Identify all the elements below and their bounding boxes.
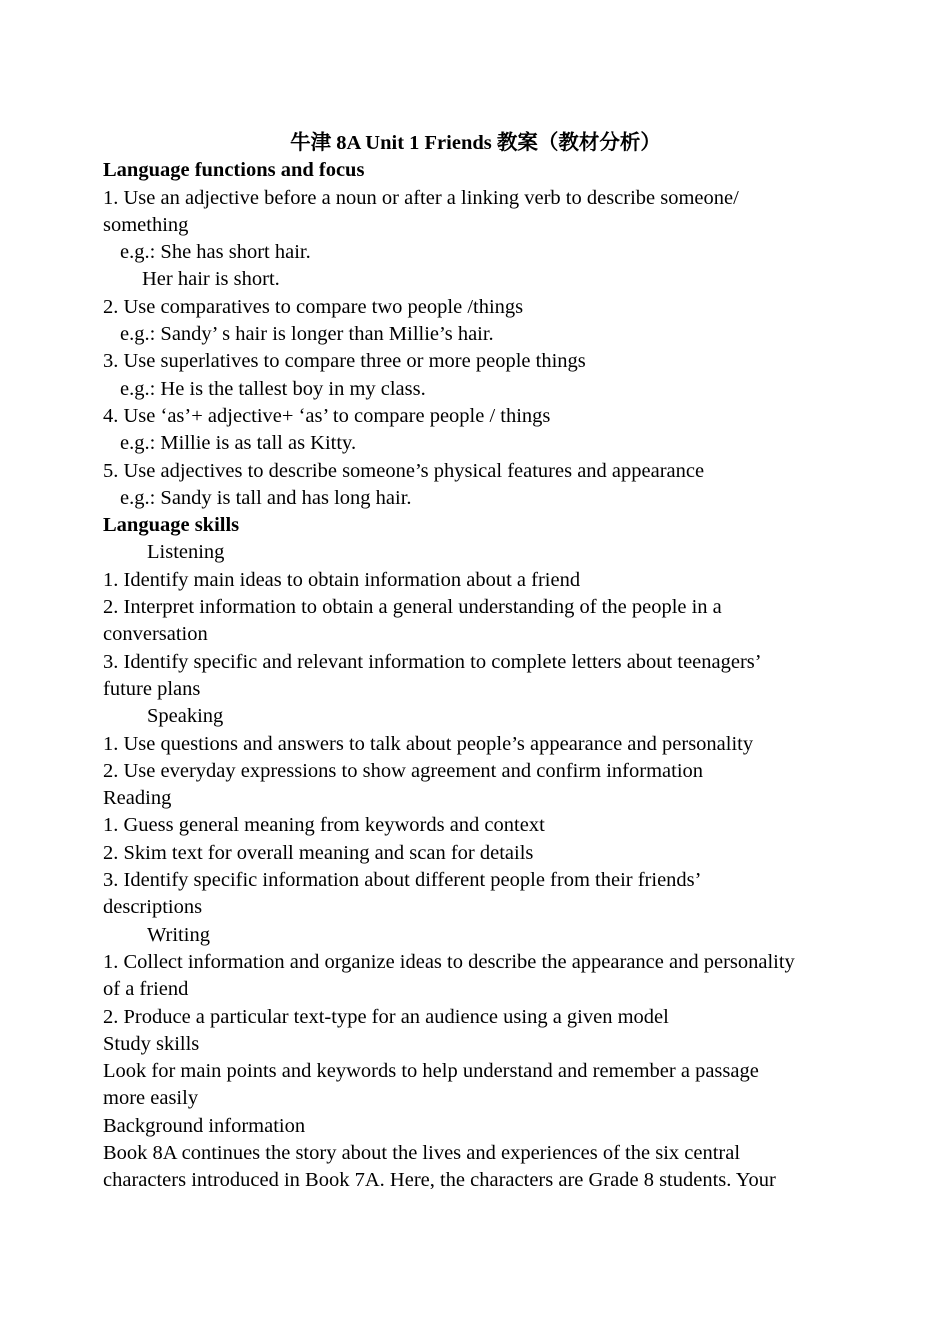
- example-line: e.g.: Millie is as tall as Kitty.: [120, 432, 357, 455]
- example-line: e.g.: She has short hair.: [120, 241, 311, 264]
- document-body: [103, 130, 848, 1195]
- text-line: characters introduced in Book 7A. Here, the characters are Grade 8 students. Your: [103, 1169, 776, 1192]
- example-line: Her hair is short.: [142, 268, 280, 291]
- subheading-listening: Listening: [147, 541, 225, 564]
- example-line: e.g.: Sandy is tall and has long hair.: [120, 486, 412, 509]
- text-line: 4. Use ‘as’+ adjective+ ‘as’ to compare people / things: [103, 404, 551, 427]
- text-line: 2. Skim text for overall meaning and scan for details: [103, 841, 534, 864]
- heading-language-functions: Language functions and focus: [103, 159, 365, 182]
- subheading-reading: Reading: [103, 787, 172, 810]
- text-line: 2. Use everyday expressions to show agreement and confirm information: [103, 759, 704, 782]
- text-line: 1. Identify main ideas to obtain information about a friend: [103, 568, 581, 591]
- text-line: Look for main points and keywords to help understand and remember a passage: [103, 1060, 759, 1083]
- text-line: of a friend: [103, 978, 189, 1001]
- text-line: 1. Use an adjective before a noun or after a linking verb to describe someone/: [103, 186, 739, 209]
- subheading-background: Background information: [103, 1114, 306, 1137]
- text-line: 2. Produce a particular text-type for an audience using a given model: [103, 1005, 669, 1028]
- text-line: 3. Use superlatives to compare three or more people things: [103, 350, 586, 373]
- text-line: descriptions: [103, 896, 203, 919]
- example-line: e.g.: He is the tallest boy in my class.: [120, 377, 426, 400]
- text-line: something: [103, 213, 189, 236]
- subheading-study-skills: Study skills: [103, 1032, 200, 1055]
- document-title: 牛津 8A Unit 1 Friends 教案（教材分析）: [290, 132, 661, 154]
- text-line: 1. Use questions and answers to talk about people’s appearance and personality: [103, 732, 754, 755]
- heading-language-skills: Language skills: [103, 514, 240, 537]
- text-line: 3. Identify specific information about different people from their friends’: [103, 869, 702, 892]
- subheading-speaking: Speaking: [147, 705, 224, 728]
- text-line: 2. Use comparatives to compare two people /things: [103, 295, 524, 318]
- text-line: 5. Use adjectives to describe someone’s physical features and appearance: [103, 459, 705, 482]
- subheading-writing: Writing: [147, 923, 210, 946]
- text-line: Book 8A continues the story about the lives and experiences of the six central: [103, 1141, 741, 1164]
- text-line: 1. Collect information and organize ideas to describe the appearance and personality: [103, 950, 795, 973]
- text-line: 3. Identify specific and relevant information to complete letters about teenagers’: [103, 650, 762, 673]
- text-line: conversation: [103, 623, 208, 646]
- example-line: e.g.: Sandy’ s hair is longer than Millie’s hair.: [120, 323, 494, 346]
- text-line: 1. Guess general meaning from keywords and context: [103, 814, 545, 837]
- text-line: future plans: [103, 677, 201, 700]
- text-line: 2. Interpret information to obtain a general understanding of the people in a: [103, 596, 722, 619]
- text-line: more easily: [103, 1087, 199, 1110]
